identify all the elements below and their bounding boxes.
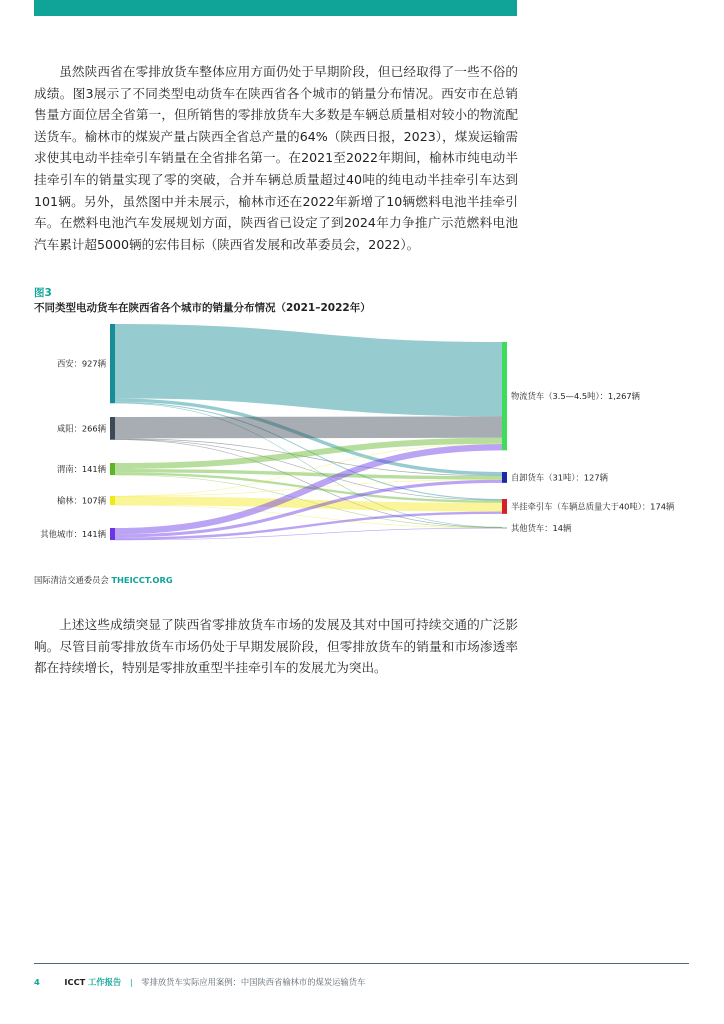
page-number: 4	[34, 977, 40, 987]
footer-org: ICCT	[64, 977, 86, 987]
source-label: 渭南：141辆	[56, 464, 106, 475]
target-node	[502, 342, 507, 450]
figure-title: 不同类型电动货车在陕西省各个城市的销量分布情况（2021–2022年）	[34, 302, 371, 314]
sankey-link	[115, 361, 502, 379]
body-paragraph-2: 上述这些成绩突显了陕西省零排放货车市场的发展及其对中国可持续交通的广泛影响。尽管目前零排放货车市场仍处于早期发展阶段，但零排放货车的销量和市场渗透率都在持续增长，特别是零排放重型半挂牵引车的发展尤为突出。	[34, 617, 518, 676]
source-node	[110, 528, 115, 540]
source-node	[110, 417, 115, 440]
source-label: 其他城市：141辆	[40, 529, 106, 540]
target-label: 物流货车（3.5—4.5吨）：1,267辆	[511, 391, 640, 402]
source-label: 咸阳：266辆	[56, 423, 106, 434]
footer-separator: |	[129, 977, 133, 987]
sankey-links	[115, 361, 502, 540]
source-site-link[interactable]: THEICCT.ORG	[111, 575, 173, 585]
source-label: 西安：927辆	[56, 358, 106, 369]
footer-divider	[34, 963, 689, 964]
target-node	[502, 499, 507, 514]
target-label: 其他货车：14辆	[511, 523, 572, 533]
target-node	[502, 472, 507, 483]
sankey-chart	[0, 320, 724, 570]
source-node	[110, 463, 115, 475]
target-node	[502, 527, 507, 529]
target-label: 半挂牵引车（车辆总质量大于40吨）：174辆	[511, 501, 675, 512]
body-paragraph-1: 虽然陕西省在零排放货车整体应用方面仍处于早期阶段，但已经取得了一些不俗的成绩。图3展示了不同类型电动货车在陕西省各个城市的销量分布情况。西安市在总销售量方面位居全省第一，但所销售的零排放货车大多数是车辆总质量相对较小的物流配送货车。榆林市的煤炭产量占陕西全省总产量的64%（陕西日报，2023），煤炭运输需求使其电动半挂牵引车销量在全省排名第一。在2021至2022年期间，榆林市纯电动半挂牵引车的销量实现了零的突破，合并车辆总质量超过40吨的纯电动半挂牵引车达到101辆。另外，虽然图中并未展示，榆林市还在2022年新增了10辆燃料电池半挂牵引车。在燃料电池汽车发展规划方面，陕西省已设定了到2024年力争推广示范燃料电池汽车累计超5000辆的宏伟目标（陕西省发展和改革委员会，2022）。	[34, 64, 518, 252]
sankey-link	[115, 427, 502, 428]
source-label: 榆林：107辆	[56, 495, 106, 506]
page-footer	[34, 976, 365, 988]
sankey-link	[115, 447, 502, 531]
source-node	[110, 496, 115, 505]
sankey-link	[115, 441, 502, 466]
figure-number: 图3	[34, 287, 52, 299]
footer-title: 零排放货车实际应用案例：中国陕西省榆林市的煤炭运输货车	[141, 977, 366, 987]
source-credit	[34, 574, 173, 586]
target-label: 自卸货车（31吨）：127辆	[511, 472, 608, 483]
header-accent-bar	[34, 0, 517, 16]
source-node	[110, 324, 115, 403]
footer-report-type: 工作报告	[88, 977, 122, 987]
source-org: 国际清洁交通委员会	[34, 575, 109, 585]
